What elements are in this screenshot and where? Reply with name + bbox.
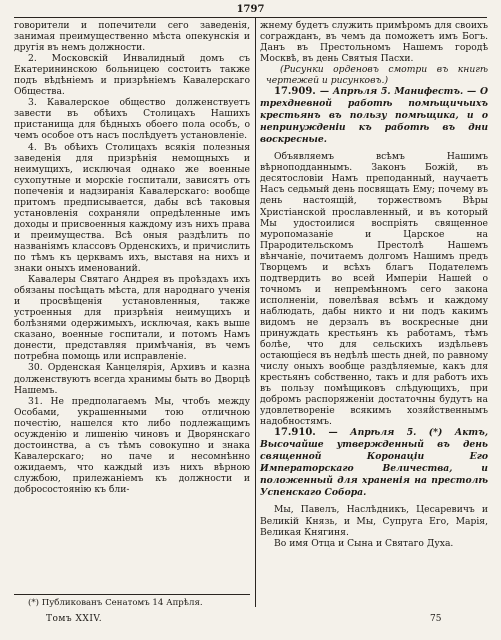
left-column — [14, 20, 250, 495]
paragraph: Кавалеры Святаго Андрея въ проѣздахъ ихъ обязаны посѣщать мѣста, для народнаго ученія и просвѣщенія установленныя, также устроенныя для призрѣнія неимущихъ и болѣзнями одержимыхъ, исключая, какъ выше сказано, военные госпитали, и потомъ Намъ донести, представляя примѣчанія, въ чемъ потребна помощь или исправленіе. — [14, 274, 250, 363]
drawings-note: (Рисунки орденовъ смотри въ книгѣ чертежей и рисунковъ.) — [266, 64, 488, 87]
footnote-rule — [14, 594, 250, 595]
paragraph: 30. Орденская Канцелярія, Архивъ и казна долженствуютъ всегда хранимы быть во Дворцѣ Нашемъ. — [14, 362, 250, 396]
header-rule — [14, 17, 487, 18]
footnote: (*) Публикованъ Сенатомъ 14 Апрѣля. — [28, 598, 203, 608]
law-number: 17.909. — [274, 86, 316, 98]
paragraph: жнему будетъ служить примѣромъ для своихъ согражданъ, въ чемъ да поможетъ имъ Богъ. Данъ въ Престольномъ Нашемъ городѣ Москвѣ, въ день Святыя Пасхи. — [260, 20, 488, 65]
paragraph: говорители и попечители сего заведенія, занимая преимущественно мѣста опекунскія и другія въ немъ должности. — [14, 20, 250, 54]
column-divider — [255, 17, 256, 607]
law-title: — Апрѣля 5. Манифестъ. — О трехдневной работѣ помѣщичьихъ крестьянъ въ пользу помѣщика, и о непринужденіи къ работѣ въ дни воскресные. — [260, 86, 489, 146]
volume-label: Томъ XXIV. — [46, 614, 103, 624]
paragraph: 3. Кавалерское общество долженствуетъ завести въ обѣихъ Столицахъ Нашихъ пристанища для бѣдныхъ обоего пола особъ, о чемъ особое отъ насъ послѣдуетъ установленіе. — [14, 97, 250, 142]
law-heading-17909 — [260, 86, 488, 146]
paragraph: 4. Въ обѣихъ Столицахъ всякія полезныя заведенія для призрѣнія немощныхъ и неимущихъ, исключая однако же военные сухопутные и морскіе госпитали, зависятъ отъ попеченія и надзиранія Кавалерскаго: вообще притомъ предписывается, дабы всѣ таковыя установленія сохраняли опредѣленные имъ доходы и присвоенныя каждому изъ нихъ права и преимущества. Всѣ оныя раздѣлить по названіямъ классовъ Орденскихъ, и причислить по тѣмъ къ церквамъ ихъ, выставя на нихъ и знаки оныхъ именований. — [14, 141, 250, 275]
paragraph: Мы, Павелъ, Наслѣдникъ, Цесаревичъ и Великій Князь, и Мы, Супруга Его, Марія, Великая Княгиня. — [260, 504, 488, 538]
page-number: 1797 — [236, 4, 265, 15]
folio-number: 75 — [430, 614, 442, 624]
paragraph: 2. Московскій Инвалидный домъ съ Екатерининскою больницею состоитъ также подъ вѣдѣніемъ и призрѣніемъ Кавалерскаго Общества. — [14, 53, 250, 98]
law-heading-17910 — [260, 427, 488, 499]
paragraph: 31. Не предполагаемъ Мы, чтобъ между Особами, украшенными тою отличною почестію, нашелся кто либо подлежащимъ осужденію и лишенію чиновъ и Дворянскаго достоинства, а съ тѣмъ совокупно и знака Кавалерскаго; но паче и несомнѣнно ожидаемъ, что каждый изъ нихъ вѣрною службою, прилежаніемъ къ должности и добросостоянію къ бли- — [14, 395, 250, 495]
paragraph: Объявляемъ всѣмъ Нашимъ вѣрноподданнымъ. Законъ Божій, въ десятословіи Намъ преподанный, научаетъ Насъ седьмый день посвящать Ему; почему въ день настоящій, торжествомъ Вѣры Христіанской прославленный, и въ который Мы удостоилися воспріять священное муропомазаніе и Царское на Прародительскомъ Престолѣ Нашемъ вѣнчаніе, почитаемъ долгомъ Нашимъ предъ Творцемъ и всѣхъ благъ Подателемъ подтвердить во всей Имперіи Нашей о точномъ и непремѣнномъ сего закона исполненіи, повелѣвая всѣмъ и каждому наблюдать, дабы никто и ни подъ какимъ видомъ не дерзалъ въ воскресные дни принуждать крестьянъ къ работамъ, тѣмъ болѣе, что для сельскихъ издѣльевъ остающіеся въ недѣлѣ шесть дней, по равному числу оныхъ вообще раздѣляемые, какъ для крестьянъ собственно, такъ и для работъ ихъ въ пользу помѣщиковъ слѣдующихъ, при добромъ распоряженіи достаточны будутъ на удовлетвореніе всякимъ хозяйственнымъ надобностямъ. — [260, 151, 488, 428]
law-title: — Апрѣля 5. (*) Актъ, Высочайше утвержденный въ день священной Коронаціи Его Императорскаго Величества, и положенный для храненія на престолѣ Успенскаго Собора. — [260, 427, 489, 499]
law-number: 17.910. — [274, 427, 316, 439]
right-column — [260, 20, 488, 549]
paragraph: Во имя Отца и Сына и Святаго Духа. — [274, 537, 454, 549]
